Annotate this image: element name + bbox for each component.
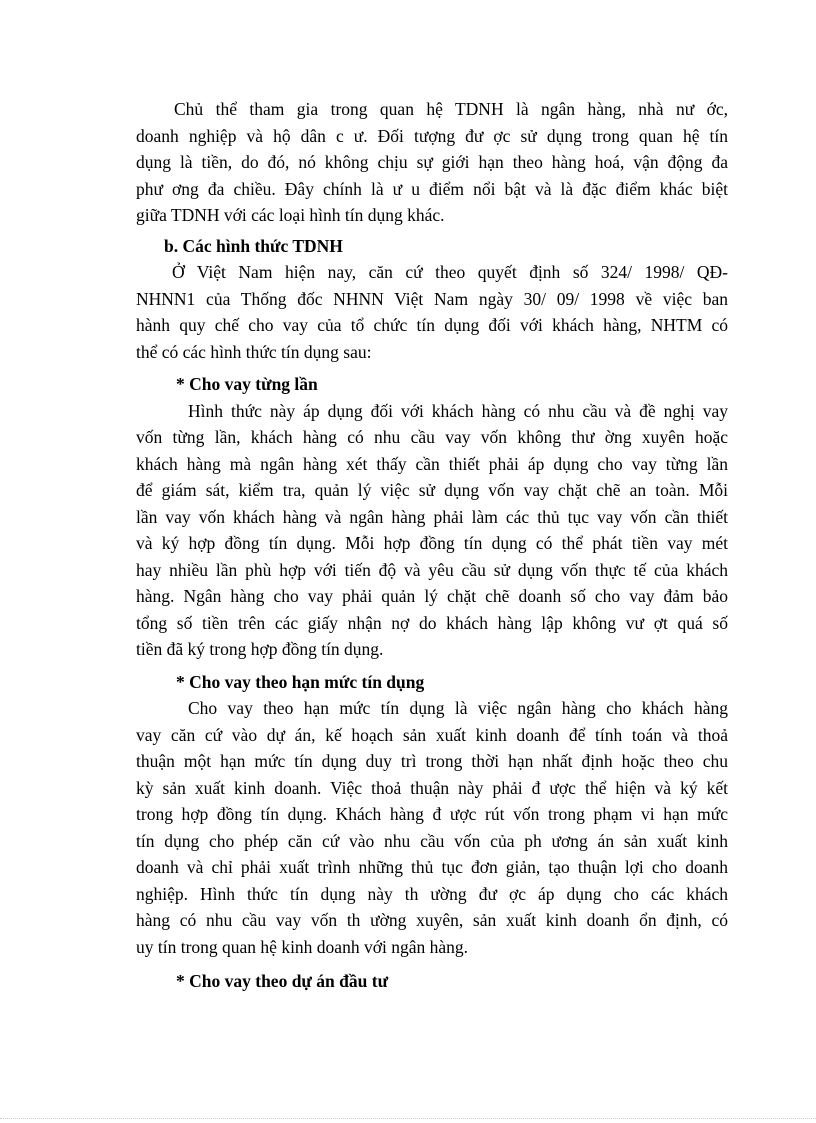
text-line: khách hàng mà ngân hàng xét thấy cần thiết phải áp dụng cho vay từng lần [136,453,728,474]
text-line: tín dụng cho phép căn cứ vào nhu cầu vốn của ph ương án sản xuất kinh [136,830,728,851]
document-page [136,96,728,995]
paragraph-cho-vay-tung-lan [136,398,728,663]
text-line: giữa TDNH với các loại hình tín dụng khác. [136,205,445,225]
text-line: Hình thức này áp dụng đối với khách hàng có nhu cầu và đề nghị vay [188,400,728,421]
text-line: để giám sát, kiểm tra, quản lý việc sử dụng vốn vay chặt chẽ an toàn. Mỗi [136,480,728,500]
text-line: Chủ thể tham gia trong quan hệ TDNH là ngân hàng, nhà nư ớc, [174,99,728,119]
text-line: nghiệp. Hình thức tín dụng này th ường đư ợc áp dụng cho các khách [136,883,728,904]
text-line: NHNN1 của Thống đốc NHNN Việt Nam ngày 30/ 09/ 1998 về việc ban [136,288,728,309]
paragraph-regulation [136,259,728,365]
section-heading-b: b. Các hình thức TDNH [164,235,343,256]
text-line: lần vay vốn khách hàng và ngân hàng phải làm các thủ tục vay vốn cần thiết [136,506,728,527]
text-line: doanh và chỉ phải xuất trình những thủ tục đơn giản, tạo thuận lợi cho doanh [136,857,728,877]
text-line: Cho vay theo hạn mức tín dụng là việc ngân hàng cho khách hàng [188,698,728,718]
subheading-cho-vay-du-an: * Cho vay theo dự án đầu tư [176,971,389,991]
text-line: kỳ sản xuất kinh doanh. Việc thoả thuận này phải đ ược thể hiện và ký kết [136,777,728,798]
text-line: vốn từng lần, khách hàng có nhu cầu vay vốn không thư ờng xuyên hoặc [136,427,728,447]
paragraph-cho-vay-han-muc [136,695,728,960]
text-line: dụng là tiền, do đó, nó không chịu sự giới hạn theo hàng hoá, vận động đa [136,152,728,172]
page-bottom-divider [0,1118,816,1119]
paragraph-intro [136,96,728,229]
text-line: Ở Việt Nam hiện nay, căn cứ theo quyết định số 324/ 1998/ QĐ- [172,262,728,282]
text-line: tổng số tiền trên các giấy nhận nợ do khách hàng lập không vư ợt quá số [136,612,728,633]
text-line: thể có các hình thức tín dụng sau: [136,341,372,362]
text-line: hành quy chế cho vay của tổ chức tín dụng đối với khách hàng, NHTM có [136,315,728,335]
text-line: vay căn cứ vào dự án, kế hoạch sản xuất kinh doanh để tính toán và thoả [136,724,728,745]
text-line: tiền đã ký trong hợp đồng tín dụng. [136,639,384,659]
subheading-cho-vay-han-muc: * Cho vay theo hạn mức tín dụng [176,671,425,692]
text-line: doanh nghiệp và hộ dân c ư. Đối tượng đư ợc sử dụng trong quan hệ tín [136,125,728,146]
text-line: hàng có nhu cầu vay vốn th ường xuyên, sản xuất kinh doanh ổn định, có [136,910,728,930]
text-line: hay nhiều lần phù hợp với tiến độ và yêu cầu sử dụng vốn thực tế của khách [136,559,728,580]
text-line: phư ơng đa chiều. Đây chính là ư u điểm nổi bật và là đặc điểm khác biệt [136,178,728,199]
subheading-cho-vay-tung-lan: * Cho vay từng lần [176,374,318,394]
text-line: trong hợp đồng tín dụng. Khách hàng đ ược rút vốn trong phạm vi hạn mức [136,804,728,824]
text-line: và ký hợp đồng tín dụng. Mỗi hợp đồng tín dụng có thể phát tiền vay mét [136,533,728,553]
text-line: thuận một hạn mức tín dụng duy trì trong thời hạn nhất định hoặc theo chu [136,751,728,771]
text-line: uy tín trong quan hệ kinh doanh với ngân hàng. [136,936,468,957]
text-line: hàng. Ngân hàng cho vay phải quản lý chặt chẽ doanh số cho vay đảm bảo [136,586,728,606]
